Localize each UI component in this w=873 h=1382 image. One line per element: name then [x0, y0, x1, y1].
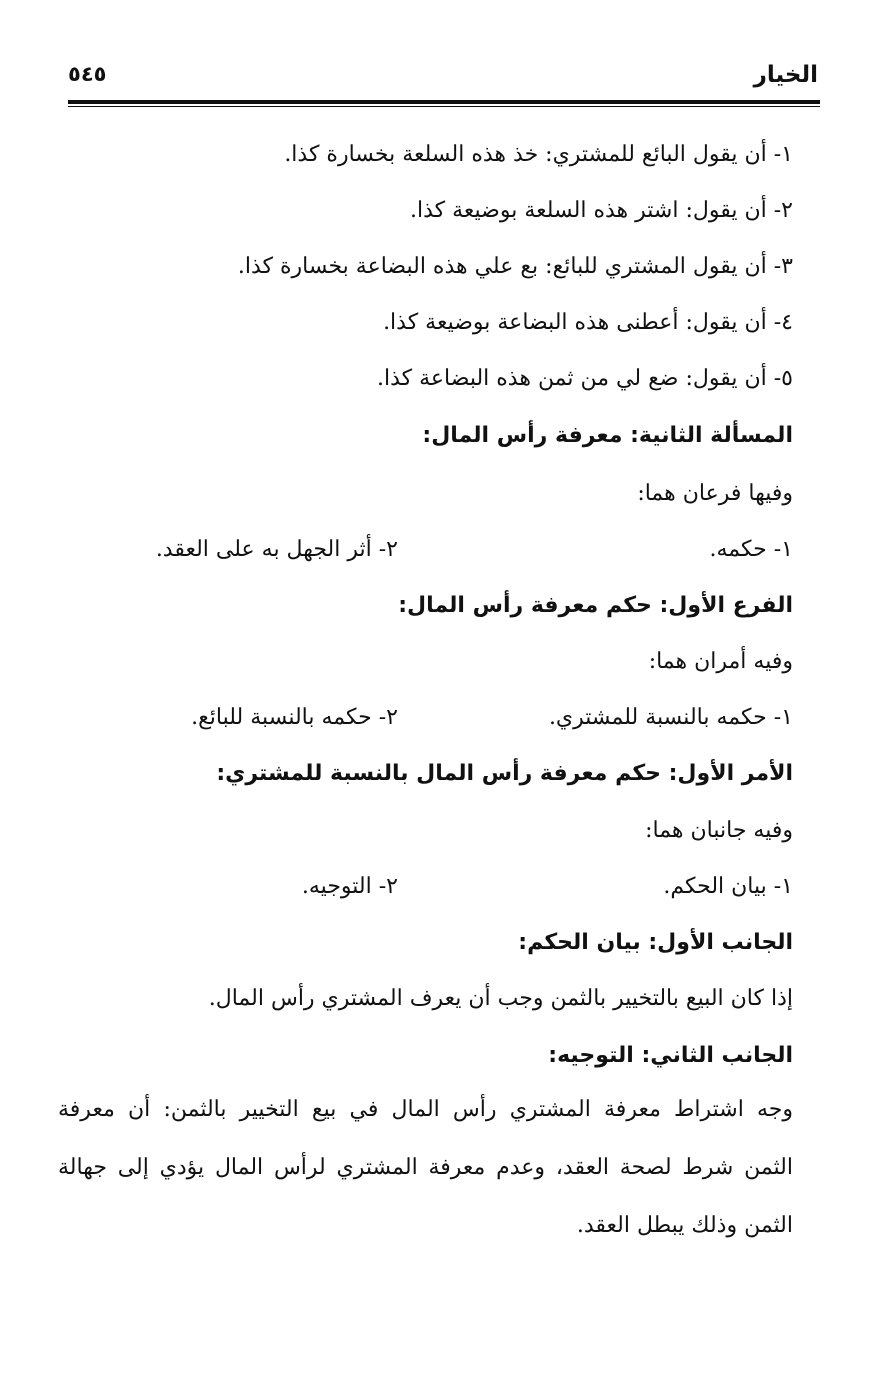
list-item-3: ٣- أن يقول المشتري للبائع: بع علي هذه البضاعة بخسارة كذا.: [237, 254, 793, 279]
branch1-heading: الفرع الأول: حكم معرفة رأس المال:: [398, 593, 793, 618]
header-rule-thick: [68, 100, 820, 104]
matter1-intro: وفيه جانبان هما:: [645, 818, 793, 843]
aspect1-text: إذا كان البيع بالتخيير بالثمن وجب أن يعرف المشتري رأس المال.: [208, 986, 793, 1011]
branch1-item-2: ٢- حكمه بالنسبة للبائع.: [191, 705, 398, 730]
header-rule-thin: [68, 106, 820, 107]
list-item-4: ٤- أن يقول: أعطنى هذه البضاعة بوضيعة كذا.: [383, 310, 793, 335]
page-header: [68, 62, 818, 102]
aspect2-paragraph-line-2: الثمن شرط لصحة العقد، وعدم معرفة المشتري لرأس المال يؤدي إلى جهالة: [58, 1155, 793, 1180]
aspect1-heading: الجانب الأول: بيان الحكم:: [518, 930, 793, 955]
list-item-5: ٥- أن يقول: ضع لي من ثمن هذه البضاعة كذا.: [377, 366, 793, 391]
matter1-item-2: ٢- التوجيه.: [301, 874, 398, 899]
section2-item-1: ١- حكمه.: [709, 537, 793, 562]
section2-intro: وفيها فرعان هما:: [637, 481, 793, 506]
section2-item-2: ٢- أثر الجهل به على العقد.: [155, 537, 398, 562]
matter1-heading: الأمر الأول: حكم معرفة رأس المال بالنسبة للمشتري:: [216, 761, 793, 786]
branch1-item-1: ١- حكمه بالنسبة للمشتري.: [548, 705, 793, 730]
page-number: ٥٤٥: [68, 62, 107, 86]
branch1-intro: وفيه أمران هما:: [648, 649, 793, 674]
matter1-item-1: ١- بيان الحكم.: [663, 874, 793, 899]
list-item-2: ٢- أن يقول: اشتر هذه السلعة بوضيعة كذا.: [410, 198, 793, 223]
aspect2-paragraph-line-1: وجه اشتراط معرفة المشتري رأس المال في بيع التخيير بالثمن: أن معرفة: [58, 1097, 793, 1122]
section2-heading: المسألة الثانية: معرفة رأس المال:: [422, 423, 793, 448]
aspect2-heading: الجانب الثاني: التوجيه:: [548, 1043, 793, 1068]
running-title: الخيار: [753, 62, 818, 88]
list-item-1: ١- أن يقول البائع للمشتري: خذ هذه السلعة بخسارة كذا.: [284, 142, 793, 167]
aspect2-paragraph-line-3: الثمن وذلك يبطل العقد.: [576, 1213, 793, 1238]
